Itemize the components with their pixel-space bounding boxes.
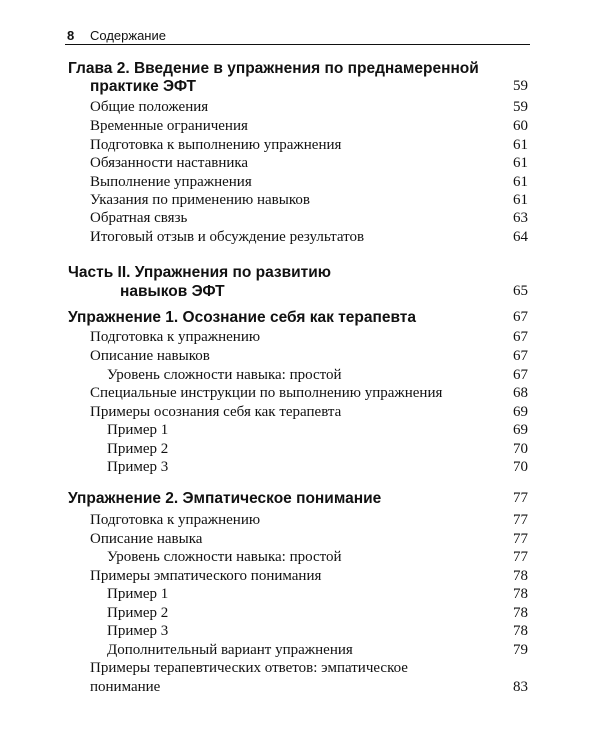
toc-entry-label: Подготовка к упражнению (90, 329, 261, 345)
toc-entry-page: 78 (513, 568, 528, 584)
toc-entry-label: Пример 1 (107, 422, 169, 438)
toc-entry-label: Пример 3 (107, 623, 169, 639)
toc-entry-page: 64 (513, 229, 528, 245)
toc-entry-label: Пример 1 (107, 586, 169, 602)
page-number: 8 (67, 28, 75, 43)
exercise-title: Упражнение 1. Осознание себя как терапевта (68, 309, 416, 326)
toc-entry-label: Обязанности наставника (90, 155, 249, 171)
toc-entry[interactable] (0, 155, 600, 175)
toc-entry[interactable] (0, 385, 600, 405)
toc-entry-label: Описание навыков (90, 348, 210, 364)
chapter-title-line1: Глава 2. Введение в упражнения по преднамеренной (68, 60, 479, 77)
toc-entry[interactable] (0, 118, 600, 138)
exercise-page: 67 (513, 309, 528, 325)
part-title-line1: Часть II. Упражнения по развитию (68, 264, 332, 281)
toc-entry[interactable] (0, 367, 600, 387)
toc-entry-label: Итоговый отзыв и обсуждение результатов (90, 229, 365, 245)
toc-entry[interactable] (0, 531, 600, 551)
exercise-title: Упражнение 2. Эмпатическое понимание (68, 490, 382, 507)
header-title: Содержание (90, 28, 166, 43)
toc-entry[interactable] (0, 512, 600, 532)
exercise-page: 77 (513, 490, 528, 506)
toc-exercise-heading[interactable] (0, 490, 600, 510)
toc-entry-label: Примеры осознания себя как терапевта (90, 404, 342, 420)
toc-entry[interactable] (0, 660, 600, 680)
part-page: 65 (513, 283, 528, 299)
toc-entry-page: 77 (513, 549, 528, 565)
toc-entry[interactable] (0, 329, 600, 349)
toc-entry-page: 69 (513, 422, 528, 438)
toc-entry-page: 67 (513, 348, 528, 364)
toc-entry[interactable] (0, 404, 600, 424)
chapter-title-line2: практике ЭФТ (90, 78, 196, 95)
toc-chapter-heading-cont[interactable] (0, 78, 600, 98)
toc-entry-page: 78 (513, 605, 528, 621)
toc-entry-page: 63 (513, 210, 528, 226)
toc-entry-label: Примеры терапевтических ответов: эмпатическое (90, 660, 408, 676)
toc-entry-label: Уровень сложности навыка: простой (107, 549, 342, 565)
toc-exercise-heading[interactable] (0, 309, 600, 329)
toc-entry-label: Специальные инструкции по выполнению упражнения (90, 385, 443, 401)
toc-entry-page: 59 (513, 99, 528, 115)
toc-entry-label: Уровень сложности навыка: простой (107, 367, 342, 383)
toc-entry-label-cont: понимание (90, 679, 161, 695)
toc-entry[interactable] (0, 192, 600, 212)
toc-entry-page: 68 (513, 385, 528, 401)
toc-entry-label: Подготовка к упражнению (90, 512, 261, 528)
toc-entry[interactable] (0, 210, 600, 230)
toc-entry[interactable] (0, 568, 600, 588)
toc-entry[interactable] (0, 605, 600, 625)
toc-entry[interactable] (0, 422, 600, 442)
toc-entry-page: 77 (513, 512, 528, 528)
toc-entry-page: 61 (513, 174, 528, 190)
toc-entry-page: 77 (513, 531, 528, 547)
toc-entry-page: 67 (513, 329, 528, 345)
toc-entry-page: 61 (513, 155, 528, 171)
toc-entry-page: 70 (513, 459, 528, 475)
toc-entry[interactable] (0, 623, 600, 643)
toc-entry-label: Дополнительный вариант упражнения (107, 642, 353, 658)
toc-entry[interactable] (0, 174, 600, 194)
toc-part-heading-cont[interactable] (0, 283, 600, 303)
toc-entry-label: Описание навыка (90, 531, 203, 547)
toc-entry[interactable] (0, 642, 600, 662)
toc-entry-label: Подготовка к выполнению упражнения (90, 137, 342, 153)
toc-entry[interactable] (0, 99, 600, 119)
toc-entry[interactable] (0, 441, 600, 461)
toc-chapter-heading[interactable] (0, 60, 600, 80)
toc-part-heading[interactable] (0, 264, 600, 284)
running-header (65, 28, 530, 45)
toc-entry-label: Пример 2 (107, 605, 169, 621)
toc-entry-page: 60 (513, 118, 528, 134)
toc-entry-label: Выполнение упражнения (90, 174, 252, 190)
toc-entry-page: 70 (513, 441, 528, 457)
toc-entry-label: Указания по применению навыков (90, 192, 310, 208)
toc-entry-page: 61 (513, 192, 528, 208)
toc-entry-page: 78 (513, 586, 528, 602)
toc-entry[interactable] (0, 459, 600, 479)
toc-entry-page: 67 (513, 367, 528, 383)
toc-entry-page: 83 (513, 679, 528, 695)
toc-entry-page: 79 (513, 642, 528, 658)
toc-entry[interactable] (0, 586, 600, 606)
toc-entry[interactable] (0, 348, 600, 368)
chapter-page: 59 (513, 78, 528, 94)
toc-entry-cont[interactable] (0, 679, 600, 699)
toc-entry-label: Обратная связь (90, 210, 188, 226)
part-title-line2: навыков ЭФТ (120, 283, 225, 300)
toc-entry-label: Примеры эмпатического понимания (90, 568, 322, 584)
toc-entry-label: Пример 2 (107, 441, 169, 457)
toc-entry[interactable] (0, 229, 600, 249)
toc-entry-label: Пример 3 (107, 459, 169, 475)
toc-entry-label: Общие положения (90, 99, 209, 115)
toc-entry-page: 78 (513, 623, 528, 639)
toc-entry-page: 69 (513, 404, 528, 420)
toc-entry[interactable] (0, 137, 600, 157)
toc-entry-label: Временные ограничения (90, 118, 248, 134)
toc-entry[interactable] (0, 549, 600, 569)
toc-entry-page: 61 (513, 137, 528, 153)
